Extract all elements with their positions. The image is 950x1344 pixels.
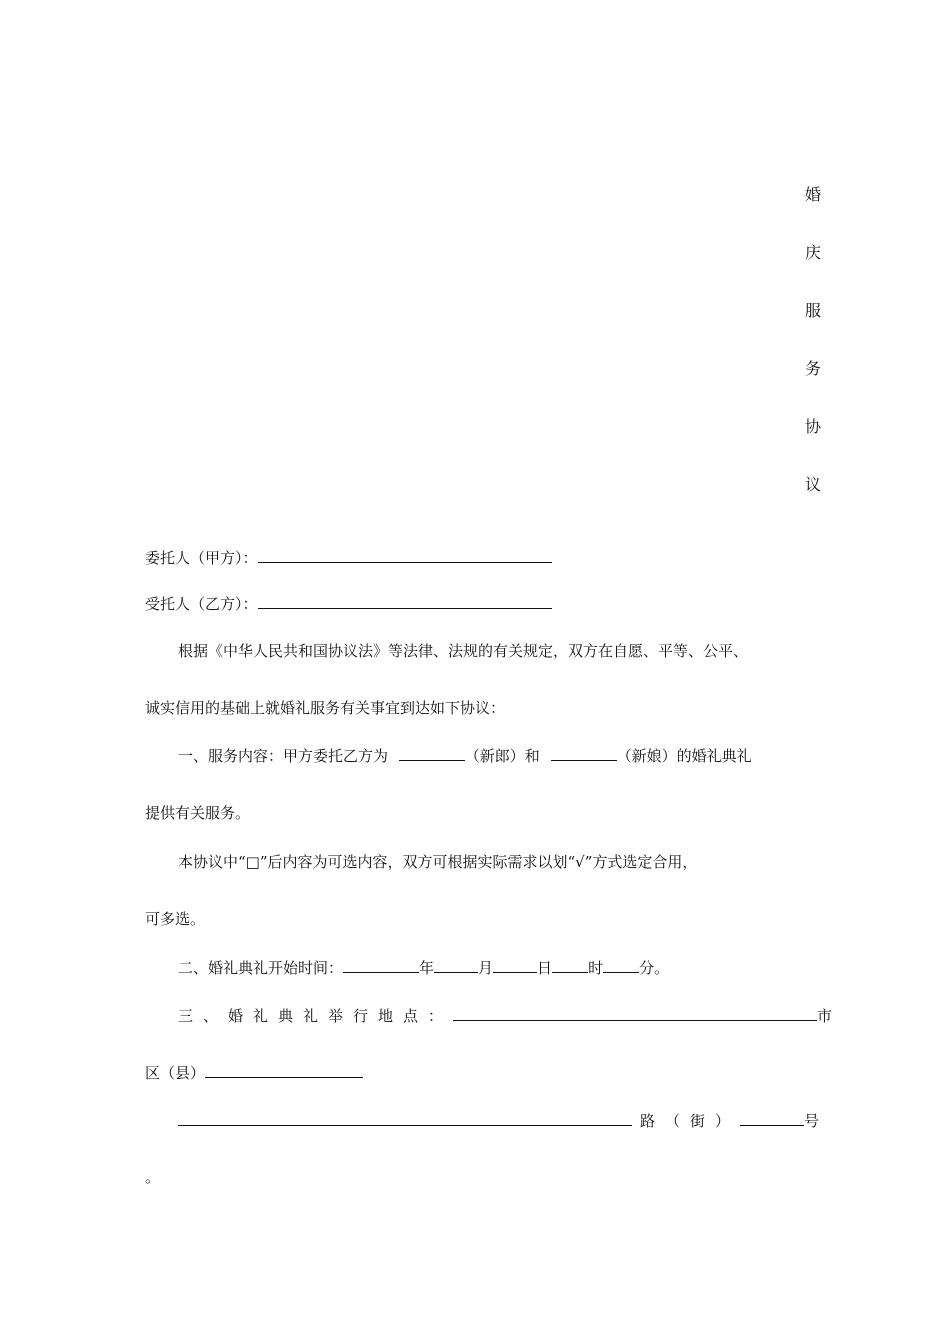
party-b-line [145,592,552,615]
hour-label: 时 [588,959,604,977]
minute-label: 分。 [639,959,670,977]
clause-3-end: 。 [145,1168,161,1186]
day-blank[interactable] [493,956,537,973]
intro-line-1: 根据《中华人民共和国协议法》等法律、法规的有关规定，双方在自愿、平等、公平、 [178,642,749,660]
clause-3-line-1 [178,1004,832,1027]
city-label: 市 [817,1007,833,1025]
district-label: 区（县） [145,1064,206,1082]
city-blank[interactable] [453,1004,817,1021]
clause-2-prefix: 二、婚礼典礼开始时间： [178,959,344,977]
bride-name-blank[interactable] [551,744,617,761]
clause-1-line-1 [178,744,752,767]
road-label: 路（街） [640,1112,741,1130]
clause-3-line-2 [145,1061,363,1084]
title-char-3: 服 [805,301,822,320]
clause-1-prefix: 一、服务内容：甲方委托乙方为 [178,747,389,765]
groom-name-blank[interactable] [399,744,465,761]
road-blank[interactable] [178,1109,632,1126]
title-char-6: 议 [805,475,822,494]
title-char-5: 协 [805,417,822,436]
party-a-blank[interactable] [258,546,552,563]
intro-line-2: 诚实信用的基础上就婚礼服务有关事宜到达如下协议： [145,699,506,717]
bride-label: （新娘）的婚礼典礼 [616,747,752,765]
district-blank[interactable] [205,1061,363,1078]
month-blank[interactable] [434,956,478,973]
party-a-label: 委托人（甲方）： [145,549,258,567]
hour-blank[interactable] [552,956,588,973]
note-line-1: 本协议中“□”后内容为可选内容，双方可根据实际需求以划“√”方式选定合用， [178,853,698,871]
house-number-label: 号 [804,1112,820,1130]
title-char-1: 婚 [805,185,822,204]
party-b-label: 受托人（乙方）： [145,595,258,613]
title-char-4: 务 [805,359,822,378]
party-a-line [145,546,552,569]
clause-3-prefix: 三、婚礼典礼举行地点： [178,1007,454,1025]
minute-blank[interactable] [603,956,639,973]
title-char-2: 庆 [805,243,822,262]
clause-3-line-3 [178,1109,819,1132]
clause-2-line [178,956,669,979]
house-number-blank[interactable] [740,1109,804,1126]
year-blank[interactable] [343,956,419,973]
year-label: 年 [419,959,435,977]
note-line-2: 可多选。 [145,910,206,928]
clause-1-line-2: 提供有关服务。 [145,804,251,822]
groom-label: （新郎）和 [464,747,540,765]
month-label: 月 [478,959,494,977]
party-b-blank[interactable] [258,592,552,609]
day-label: 日 [537,959,553,977]
